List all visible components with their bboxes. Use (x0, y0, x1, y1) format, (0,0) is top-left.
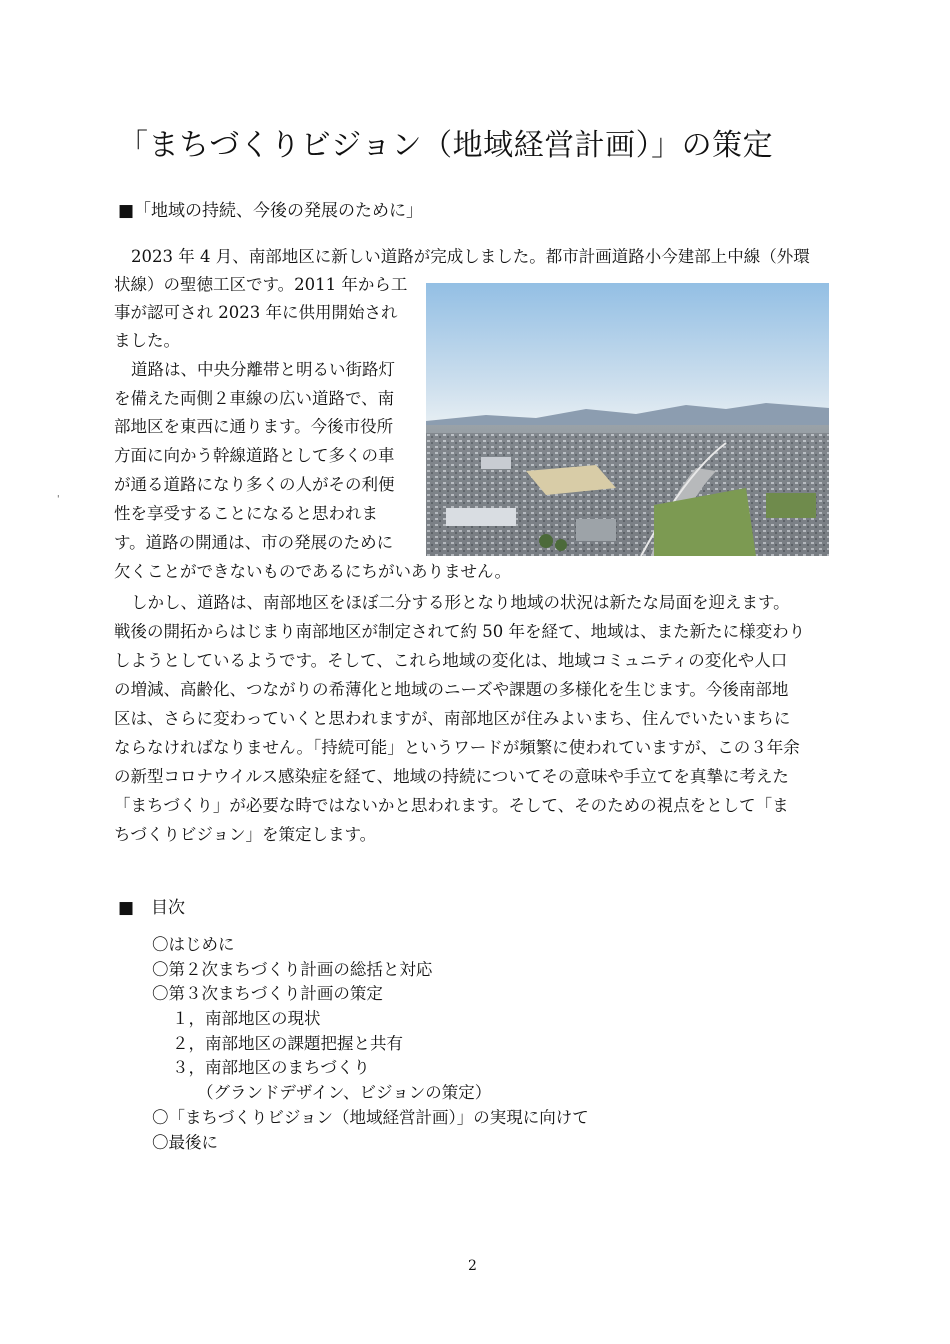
text-line: す。道路の開通は、市の発展のために (114, 533, 394, 552)
section-heading: ■「地域の持続、今後の発展のために」 (118, 201, 424, 221)
text-line: 「まちづくり」が必要な時ではないかと思われます。そして、そのための視点をとして「ま (114, 796, 789, 815)
toc-item: 〇第２次まちづくり計画の総括と対応 (152, 960, 433, 979)
page-title: 「まちづくりビジョン（地域経営計画）」の策定 (118, 128, 774, 163)
text-line: 状線）の聖徳工区です。2011 年から工 (114, 275, 408, 294)
toc-item: （グランドデザイン、ビジョンの策定） (197, 1083, 492, 1102)
text-line: 区は、さらに変わっていくと思われますが、南部地区が住みよいまち、住んでいたいまちに (114, 709, 791, 728)
toc-item: 〇最後に (152, 1133, 218, 1152)
page-number: 2 (468, 1258, 477, 1274)
toc-item: ２，南部地区の課題把握と共有 (172, 1034, 403, 1053)
text-line: が通る道路になり多くの人がその利便 (114, 475, 395, 494)
text-line: しかし、道路は、南部地区をほぼ二分する形となり地域の状況は新たな局面を迎えます。 (131, 593, 790, 612)
text-line: 方面に向かう幹線道路として多くの車 (114, 446, 395, 465)
stray-mark: ' (57, 495, 60, 505)
toc-item: 〇第３次まちづくり計画の策定 (152, 984, 383, 1003)
toc-item: １，南部地区の現状 (172, 1009, 321, 1028)
text-line: ならなければなりません。「持続可能」というワードが頻繁に使われていますが、この３年余 (114, 738, 800, 757)
text-line: 2023 年 4 月、南部地区に新しい道路が完成しました。都市計画道路小今建部上中線（外環 (131, 247, 810, 266)
text-line: 事が認可され 2023 年に供用開始され (114, 303, 398, 322)
toc-item: 〇はじめに (152, 935, 235, 954)
text-line: の新型コロナウイルス感染症を経て、地域の持続についてその意味や手立てを真摯に考えた (114, 767, 789, 786)
text-line: 性を享受することになると思われま (114, 504, 378, 523)
text-line: の増減、高齢化、つながりの希薄化と地域のニーズや課題の多様化を生じます。今後南部地 (114, 680, 789, 699)
text-line: しようとしているようです。そして、これら地域の変化は、地域コミュニティの変化や人口 (114, 651, 788, 670)
text-line: 部地区を東西に通ります。今後市役所 (114, 417, 394, 436)
text-line: 欠くことができないものであるにちがいありません。 (114, 562, 511, 581)
toc-item: 〇「まちづくりビジョン（地域経営計画）」の実現に向けて (152, 1108, 589, 1127)
text-line: を備えた両側２車線の広い道路で、南 (114, 389, 395, 408)
text-line: ました。 (114, 331, 180, 350)
toc-heading: ■ 目次 (118, 898, 186, 918)
aerial-city-photo (426, 283, 829, 556)
text-line: 道路は、中央分離帯と明るい街路灯 (131, 360, 395, 379)
text-line: 戦後の開拓からはじまり南部地区が制定されて約 50 年を経て、地域は、また新たに様変わり (114, 622, 806, 641)
text-line: ちづくりビジョン」を策定します。 (114, 825, 377, 844)
toc-item: ３，南部地区のまちづくり (172, 1058, 370, 1077)
